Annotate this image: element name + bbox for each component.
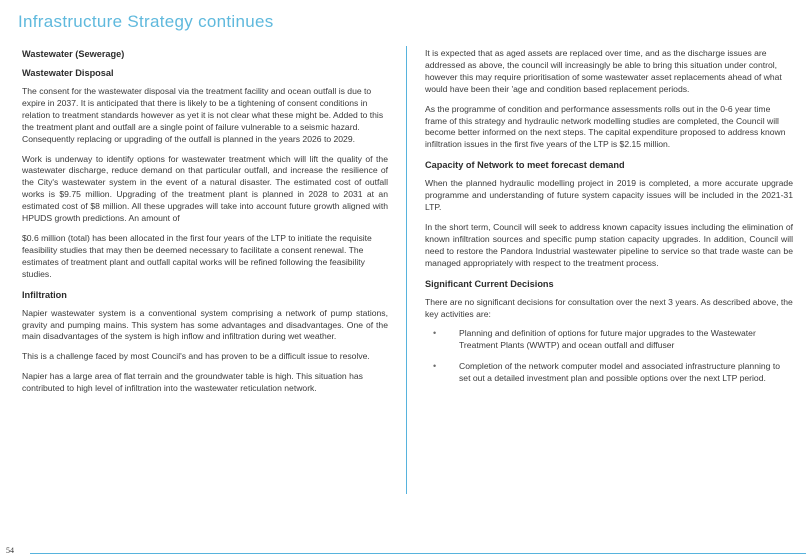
paragraph-feasibility: $0.6 million (total) has been allocated in the first four years of the LTP to initiate the requisite feasibility studies that may then be deemed necessary to facilitate a consent renewal. The estimates of treatment plant and outfall capital works will be refined following the feasibility studies. [22, 232, 372, 279]
paragraph-system-description: Napier wastewater system is a conventional system comprising a network of pump stations, gravity and pumping mains. This system has some advantages and disadvantages. One of the main disadvantages of the system is high inflow and infiltration during wet weather. [22, 307, 388, 342]
subheading-significant-decisions: Significant Current Decisions [425, 278, 554, 289]
section-heading-wastewater: Wastewater (Sewerage) [22, 49, 125, 59]
paragraph-challenge: This is a challenge faced by most Council's and has proven to be a difficult issue to resolve. [22, 351, 370, 362]
paragraph-short-term: In the short term, Council will seek to address known capacity issues including the elimination of known infiltration sources and specific pump station capacity upgrades. In addition, Council will need to restore the Pandora Industrial wastewater pipeline to service so that trade waste can be managed appropriately with respect to the treatment process. [425, 221, 793, 268]
left-column [22, 48, 388, 403]
page-title: Infrastructure Strategy continues [18, 12, 274, 31]
footer-rule [30, 553, 806, 554]
paragraph-asset-replacement: It is expected that as aged assets are replaced over time, and as the discharge issues are addressed as above, the council will increasingly be able to bring this situation under control, however this may require prioritisation of some wastewater asset replacements ahead of what would have been their 'age and condition based replacement periods. [425, 48, 782, 94]
bullet-icon: • [433, 361, 437, 372]
column-divider [406, 46, 407, 494]
subheading-capacity: Capacity of Network to meet forecast demand [425, 160, 625, 171]
list-item [425, 328, 793, 352]
list-item-text: Planning and definition of options for future major upgrades to the Wastewater Treatment Plants (WWTP) and ocean outfall and diffuser [459, 328, 756, 351]
bullet-icon: • [433, 328, 437, 339]
paragraph-terrain: Napier has a large area of flat terrain and the groundwater table is high. This situation has contributed to high level of infiltration into the wastewater reticulation network. [22, 371, 363, 394]
paragraph-consent: The consent for the wastewater disposal via the treatment facility and ocean outfall is due to expire in 2037. It is anticipated that there is likely to be a tightening of consent conditions in relation to treatment standards however as yet it is not clear what these might be. Added to this the treatment plant and outfall are a single point of failure vulnerable to a seismic hazard. Consequently replacing or upgrading of the outfall is planned in the years 2026 to 2029. [22, 86, 384, 144]
paragraph-no-decisions: There are no significant decisions for consultation over the next 3 years. As described above, the key activities are: [425, 296, 793, 319]
key-activities-list [425, 328, 793, 385]
list-item [425, 361, 793, 385]
paragraph-assessments: As the programme of condition and performance assessments rolls out in the 0-6 year time frame of this strategy and hydraulic network modelling studies are completed, the Council will become better informed on the next steps. The capital expenditure proposed to address known infiltration issues in the first five years of the LTP is $2.15 million. [425, 103, 786, 150]
right-column [425, 48, 793, 394]
subheading-wastewater-disposal: Wastewater Disposal [22, 68, 114, 78]
subheading-infiltration: Infiltration [22, 289, 67, 300]
paragraph-hydraulic-modelling: When the planned hydraulic modelling project in 2019 is completed, a more accurate upgrade programme and understanding of future system capacity issues will be included in the 2021-31 LTP. [425, 178, 793, 213]
paragraph-treatment-options: Work is underway to identify options for wastewater treatment which will lift the quality of the wastewater discharge, reduce demand on that particular outfall, and increase the resilience of the City's wastewater system in the event of a natural disaster. The estimated cost of outfall works is $9.75 million. Upgrading of the treatment plant is planned in 2028 to 2031 at an estimated cost of $8 million. All these upgrades will take into account future growth aligned with HPUDS growth predictions. An amount of [22, 153, 388, 224]
page-number: 54 [6, 546, 14, 555]
list-item-text: Completion of the network computer model and associated infrastructure planning to set out a detailed investment plan and possible options over the next LTP period. [459, 361, 781, 384]
